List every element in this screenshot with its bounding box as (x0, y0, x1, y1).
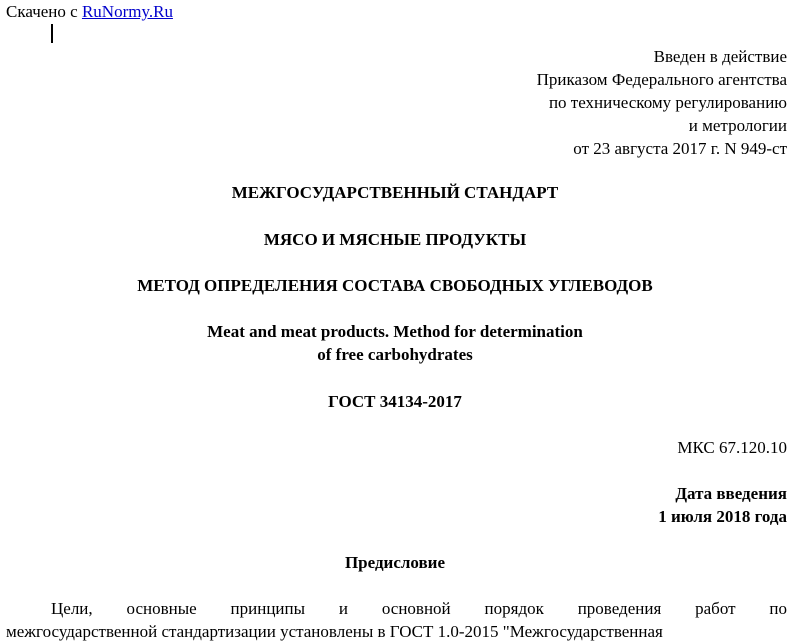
runormy-link[interactable]: RuNormy.Ru (81, 2, 173, 21)
effective-date-label: Дата введения (675, 484, 787, 503)
enactment-line-5: от 23 августа 2017 г. N 949-ст (573, 139, 787, 158)
text-cursor (51, 24, 53, 43)
enactment-line-1: Введен в действие (653, 47, 787, 66)
enactment-line-3: по техническому регулированию (548, 93, 787, 112)
effective-date-value: 1 июля 2018 года (658, 507, 787, 526)
downloaded-prefix: Скачено с (6, 2, 78, 21)
preface-heading: Предисловие (344, 553, 446, 572)
enactment-block (537, 45, 787, 160)
method-heading: МЕТОД ОПРЕДЕЛЕНИЯ СОСТАВА СВОБОДНЫХ УГЛЕВОДОВ (137, 276, 653, 295)
preface-paragraph-line-1: Цели, основные принципы и основной порядок проведения работ по (51, 599, 787, 618)
english-title-line-1: Meat and meat products. Method for determination (207, 322, 583, 341)
enactment-line-2: Приказом Федерального агентства (536, 70, 787, 89)
standard-code: ГОСТ 34134-2017 (328, 392, 462, 411)
mks-code: МКС 67.120.10 (677, 438, 787, 457)
preface-paragraph-line-2: межгосударственной стандартизации установлены в ГОСТ 1.0-2015 "Межгосударственная (6, 622, 663, 641)
preface-paragraph (6, 597, 787, 643)
download-source-line (6, 0, 173, 23)
standard-type-heading: МЕЖГОСУДАРСТВЕННЫЙ СТАНДАРТ (231, 183, 559, 202)
subject-heading: МЯСО И МЯСНЫЕ ПРОДУКТЫ (263, 230, 527, 249)
english-title-line-2: of free carbohydrates (317, 345, 473, 364)
enactment-line-4: и метрологии (688, 116, 787, 135)
